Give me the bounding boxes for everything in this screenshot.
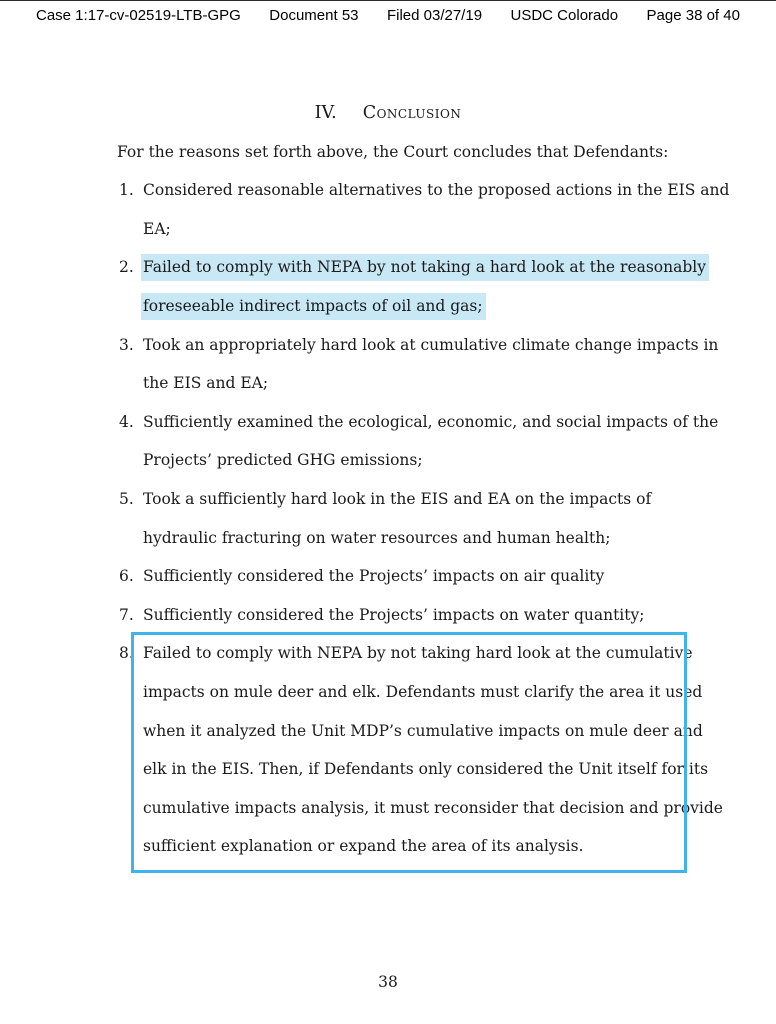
list-item-text: the EIS and EA; <box>143 374 269 393</box>
list-item-number: 8. <box>119 644 134 663</box>
list-item-text: Took a sufficiently hard look in the EIS and EA on the impacts of <box>143 489 652 508</box>
list-item-line <box>117 480 717 519</box>
header-document-number: Document 53 <box>269 7 359 24</box>
list-item-line <box>117 596 717 635</box>
list-item-line <box>117 210 717 249</box>
highlighted-text: Failed to comply with NEPA by not taking a hard look at the reasonably <box>141 254 709 281</box>
list-item-text: Sufficiently considered the Projects’ impacts on air quality <box>143 567 605 586</box>
list-item-line <box>117 519 717 558</box>
list-item-text: sufficient explanation or expand the area of its analysis. <box>143 837 584 856</box>
list-item-line <box>117 557 717 596</box>
list-item-text: Failed to comply with NEPA by not taking hard look at the cumulative <box>143 644 693 663</box>
header-case-number: Case 1:17-cv-02519-LTB-GPG <box>36 7 241 24</box>
header-court: USDC Colorado <box>510 7 619 24</box>
document-header <box>36 7 740 24</box>
list-item-text: hydraulic fracturing on water resources and human health; <box>143 528 611 547</box>
list-item-text: elk in the EIS. Then, if Defendants only considered the Unit itself for its <box>143 760 709 779</box>
list-item-line <box>117 364 717 403</box>
list-item-number: 3. <box>119 335 134 354</box>
list-item-text: EA; <box>143 219 171 238</box>
page-number: 38 <box>378 973 398 991</box>
list-item-number: 1. <box>119 181 134 200</box>
list-item-text: cumulative impacts analysis, it must reconsider that decision and provide <box>143 798 723 817</box>
list-item-line <box>117 326 717 365</box>
list-item-number: 4. <box>119 412 134 431</box>
annotation-box <box>131 632 687 873</box>
highlighted-text: foreseeable indirect impacts of oil and gas; <box>141 293 486 320</box>
list-item-number: 5. <box>119 489 134 508</box>
list-item-text: Sufficiently considered the Projects’ impacts on water quantity; <box>143 605 645 624</box>
list-item-number: 2. <box>119 258 134 277</box>
header-filed-date: Filed 03/27/19 <box>386 7 483 24</box>
list-item-text: Sufficiently examined the ecological, economic, and social impacts of the <box>143 412 719 431</box>
list-item-line <box>117 171 730 210</box>
list-item-number: 6. <box>119 567 134 586</box>
list-item-number: 7. <box>119 605 134 624</box>
list-item-text: Considered reasonable alternatives to the proposed actions in the EIS and <box>143 181 730 200</box>
list-item-text: impacts on mule deer and elk. Defendants must clarify the area it used <box>143 682 703 701</box>
list-item-line <box>117 248 717 287</box>
list-item-text: when it analyzed the Unit MDP’s cumulative impacts on mule deer and <box>143 721 703 740</box>
section-heading <box>0 94 776 133</box>
list-item-text: Projects’ predicted GHG emissions; <box>143 451 423 470</box>
intro-paragraph: For the reasons set forth above, the Court concludes that Defendants: <box>117 142 669 161</box>
section-title: Conclusion <box>362 103 462 123</box>
list-item-line <box>117 287 717 326</box>
header-page-count: Page 38 of 40 <box>646 7 740 24</box>
page-top-edge <box>0 0 776 1</box>
list-item-line <box>117 403 717 442</box>
list-item-text: Took an appropriately hard look at cumulative climate change impacts in <box>143 335 719 354</box>
section-number: IV. <box>314 103 337 123</box>
list-item-line <box>117 441 717 480</box>
